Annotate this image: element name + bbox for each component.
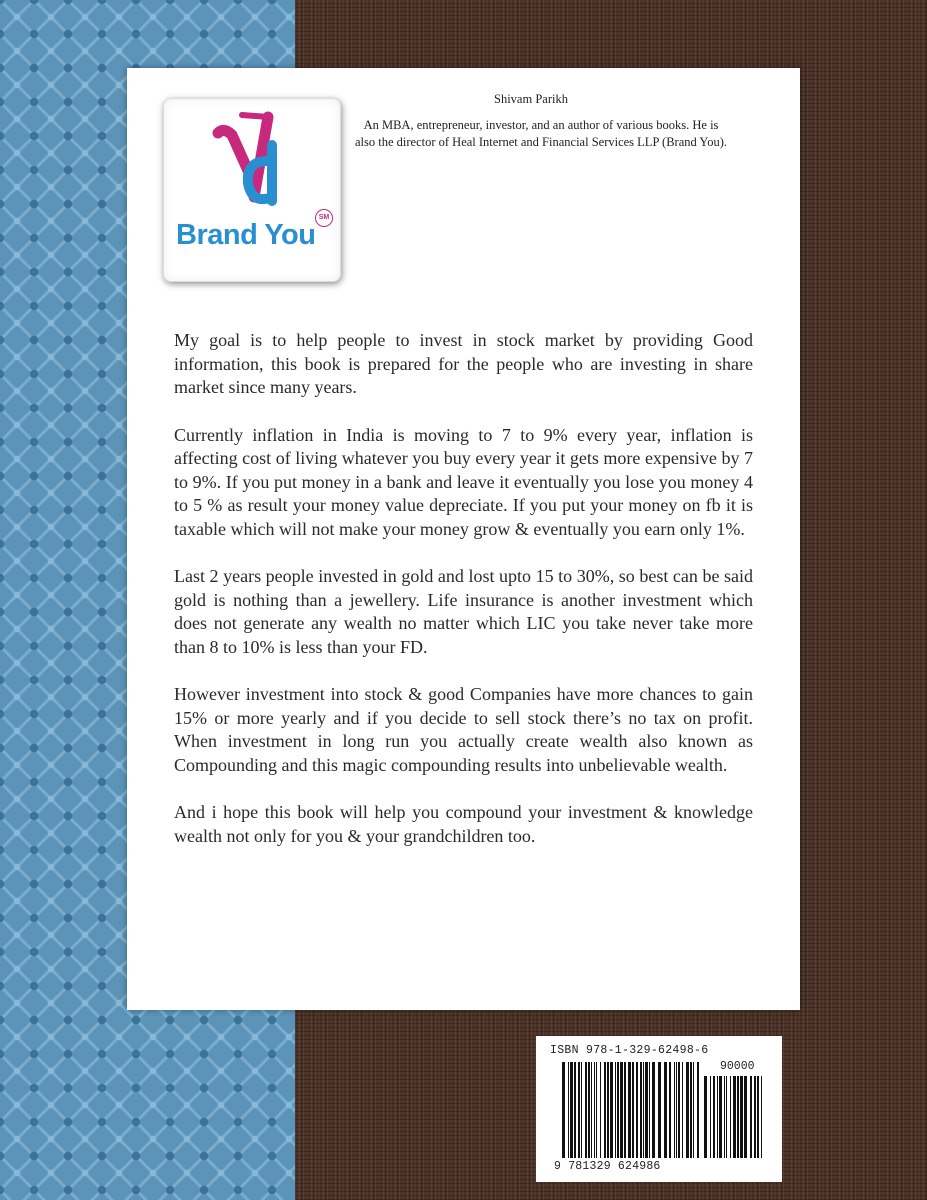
addon-barcode-bars bbox=[704, 1076, 764, 1158]
barcode-bar bbox=[620, 1062, 623, 1158]
isbn-barcode bbox=[536, 1036, 782, 1182]
barcode-bar bbox=[610, 1062, 613, 1158]
brand-name: Brand You bbox=[176, 219, 316, 251]
barcode-bar bbox=[628, 1062, 631, 1158]
barcode-bar bbox=[682, 1062, 683, 1158]
barcode-bar bbox=[693, 1062, 694, 1158]
brand-you-logo bbox=[163, 98, 341, 282]
barcode-bar bbox=[570, 1062, 573, 1158]
barcode-bar bbox=[733, 1076, 736, 1158]
author-bio: An MBA, entrepreneur, investor, and an author of various books. He is also the director of Heal Internet and Financial Services LLP (Brand You). bbox=[354, 118, 727, 149]
barcode-bar bbox=[617, 1062, 619, 1158]
yd-monogram-icon bbox=[176, 105, 326, 225]
paragraph-3: Last 2 years people invested in gold and lost upto 15 to 30%, so best can be said gold is nothing than a jewellery. Life insurance is another investment which does not generate any wealth no matter which LIC you take never take more than 8 to 10% is less than your FD. bbox=[174, 566, 753, 657]
barcode-bar bbox=[726, 1076, 727, 1158]
barcode-bar bbox=[740, 1076, 743, 1158]
barcode-bar bbox=[645, 1062, 648, 1158]
barcode-bar bbox=[652, 1062, 655, 1158]
ean-barcode-bars bbox=[562, 1062, 702, 1158]
barcode-bar bbox=[737, 1076, 739, 1158]
isbn-label: ISBN 978-1-329-62498-6 bbox=[550, 1044, 709, 1057]
barcode-bar bbox=[664, 1062, 667, 1158]
barcode-bar bbox=[574, 1062, 576, 1158]
barcode-bar bbox=[588, 1062, 590, 1158]
price-code: 90000 bbox=[720, 1060, 755, 1073]
barcode-bar bbox=[604, 1062, 606, 1158]
barcode-bar bbox=[607, 1062, 609, 1158]
barcode-bar bbox=[615, 1062, 616, 1158]
barcode-bar bbox=[591, 1062, 592, 1158]
service-mark: SM bbox=[315, 209, 333, 227]
barcode-bar bbox=[750, 1076, 752, 1158]
ean-digits: 9 781329 624986 bbox=[554, 1160, 661, 1173]
barcode-bar bbox=[744, 1076, 747, 1158]
barcode-bar bbox=[690, 1062, 692, 1158]
barcode-bar bbox=[717, 1076, 718, 1158]
barcode-bar bbox=[674, 1062, 675, 1158]
barcode-bar bbox=[578, 1062, 580, 1158]
barcode-bar bbox=[562, 1062, 565, 1158]
barcode-bar bbox=[658, 1062, 661, 1158]
paragraph-4: However investment into stock & good Companies have more chances to gain 15% or more yearly and if you decide to sell stock there’s no tax on profit. When investment in long run you actually create wealth also known as Compounding and this magic compounding results into unbelievable wealth. bbox=[174, 684, 753, 775]
paragraph-2: Currently inflation in India is moving to 7 to 9% every year, inflation is affecting cost of living whatever you buy every year it gets more expensive by 7 to 9%. If you put money in a bank and leave it eventually you lose you money 4 to 5 % as result your money value depreciate. If you put your money on fb it is taxable which will not make your money grow & eventually you earn only 1%. bbox=[174, 424, 753, 539]
barcode-bar bbox=[730, 1076, 731, 1158]
barcode-bar bbox=[676, 1062, 677, 1158]
barcode-bar bbox=[640, 1062, 642, 1158]
blurb-text bbox=[174, 329, 753, 872]
barcode-bar bbox=[724, 1076, 725, 1158]
barcode-bar bbox=[585, 1062, 587, 1158]
barcode-bar bbox=[719, 1076, 722, 1158]
barcode-bar bbox=[624, 1062, 626, 1158]
barcode-bar bbox=[600, 1062, 601, 1158]
barcode-bar bbox=[704, 1076, 707, 1158]
barcode-bar bbox=[636, 1062, 638, 1158]
barcode-bar bbox=[761, 1076, 762, 1158]
barcode-bar bbox=[594, 1062, 595, 1158]
barcode-bar bbox=[754, 1076, 756, 1158]
barcode-bar bbox=[596, 1062, 597, 1158]
barcode-bar bbox=[581, 1062, 582, 1158]
barcode-bar bbox=[568, 1062, 569, 1158]
barcode-bar bbox=[649, 1062, 650, 1158]
author-name: Shivam Parikh bbox=[494, 92, 568, 106]
barcode-bar bbox=[678, 1062, 680, 1158]
barcode-bar bbox=[686, 1062, 689, 1158]
barcode-bar bbox=[713, 1076, 715, 1158]
barcode-bar bbox=[669, 1062, 671, 1158]
barcode-bar bbox=[757, 1076, 759, 1158]
paragraph-1: My goal is to help people to invest in stock market by providing Good information, this book is prepared for the people who are investing in share market since many years. bbox=[174, 330, 753, 397]
barcode-bar bbox=[643, 1062, 644, 1158]
barcode-bar bbox=[632, 1062, 634, 1158]
barcode-bar bbox=[710, 1076, 711, 1158]
paragraph-5: And i hope this book will help you compound your investment & knowledge wealth not only for you & your grandchildren too. bbox=[174, 802, 753, 846]
barcode-bar bbox=[697, 1062, 699, 1158]
back-cover-panel bbox=[127, 68, 800, 1010]
